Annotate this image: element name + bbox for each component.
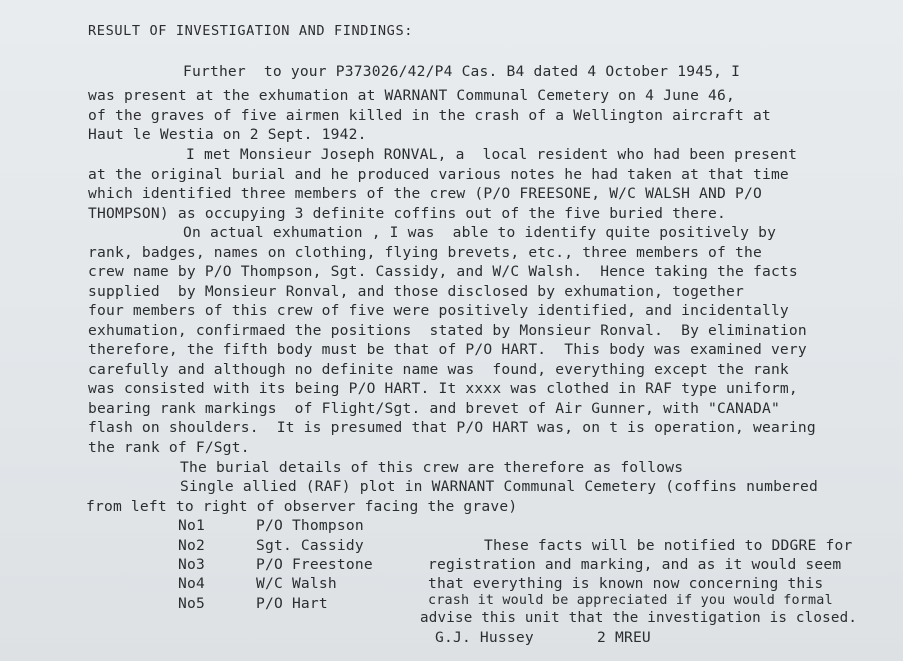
- coffin-name: P/O Freestone: [256, 556, 373, 573]
- text-line: Single allied (RAF) plot in WARNANT Communal Cemetery (coffins numbered: [180, 478, 819, 495]
- signatory-name: G.J. Hussey: [435, 629, 534, 646]
- text-line: advise this unit that the investigation is closed.: [420, 610, 858, 626]
- coffin-number: No5: [178, 595, 205, 612]
- text-line: supplied by Monsieur Ronval, and those disclosed by exhumation, together: [88, 283, 744, 300]
- coffin-name: P/O Thompson: [256, 517, 364, 534]
- text-line: at the original burial and he produced various notes he had taken at that time: [88, 166, 789, 183]
- text-line: On actual exhumation , I was able to identify quite positively by: [183, 224, 777, 241]
- text-line: crash it would be appreciated if you would formal: [428, 593, 833, 608]
- text-line: the rank of F/Sgt.: [88, 439, 250, 456]
- coffin-number: No4: [178, 575, 205, 592]
- coffin-name: W/C Walsh: [256, 575, 337, 592]
- text-line: These facts will be notified to DDGRE for: [484, 537, 853, 554]
- text-line: therefore, the fifth body must be that of P/O HART. This body was examined very: [88, 341, 807, 358]
- text-line: Further to your P373026/42/P4 Cas. B4 dated 4 October 1945, I: [183, 63, 741, 80]
- document-heading: RESULT OF INVESTIGATION AND FINDINGS:: [88, 23, 414, 39]
- text-line: registration and marking, and as it would seem: [428, 556, 842, 573]
- text-line: I met Monsieur Joseph RONVAL, a local resident who had been present: [186, 146, 798, 163]
- text-line: Haut le Westia on 2 Sept. 1942.: [88, 126, 367, 143]
- coffin-name: Sgt. Cassidy: [256, 537, 364, 554]
- text-line: exhumation, confirmaed the positions stated by Monsieur Ronval. By elimination: [88, 322, 807, 339]
- text-line: crew name by P/O Thompson, Sgt. Cassidy, and W/C Walsh. Hence taking the facts: [88, 263, 798, 280]
- text-line: four members of this crew of five were positively identified, and incidentally: [88, 302, 789, 319]
- signatory-unit: 2 MREU: [597, 629, 651, 646]
- text-line: was consisted with its being P/O HART. It xxxx was clothed in RAF type uniform,: [88, 380, 798, 397]
- text-line: which identified three members of the crew (P/O FREESONE, W/C WALSH AND P/O: [88, 185, 762, 202]
- text-line: flash on shoulders. It is presumed that P/O HART was, on t is operation, wearing: [88, 419, 816, 436]
- coffin-number: No2: [178, 537, 205, 554]
- coffin-number: No1: [178, 517, 205, 534]
- text-line: that everything is known now concerning this: [428, 575, 824, 592]
- text-line: bearing rank markings of Flight/Sgt. and brevet of Air Gunner, with "CANADA": [88, 400, 780, 417]
- coffin-name: P/O Hart: [256, 595, 328, 612]
- text-line: The burial details of this crew are therefore as follows: [180, 459, 684, 476]
- coffin-number: No3: [178, 556, 205, 573]
- text-line: rank, badges, names on clothing, flying brevets, etc., three members of the: [88, 244, 762, 261]
- text-line: carefully and although no definite name was found, everything except the rank: [88, 361, 789, 378]
- text-line: from left to right of observer facing the grave): [86, 498, 518, 515]
- text-line: THOMPSON) as occupying 3 definite coffins out of the five buried there.: [88, 205, 727, 222]
- text-line: of the graves of five airmen killed in the crash of a Wellington aircraft at: [88, 107, 771, 124]
- text-line: was present at the exhumation at WARNANT Communal Cemetery on 4 June 46,: [88, 87, 736, 104]
